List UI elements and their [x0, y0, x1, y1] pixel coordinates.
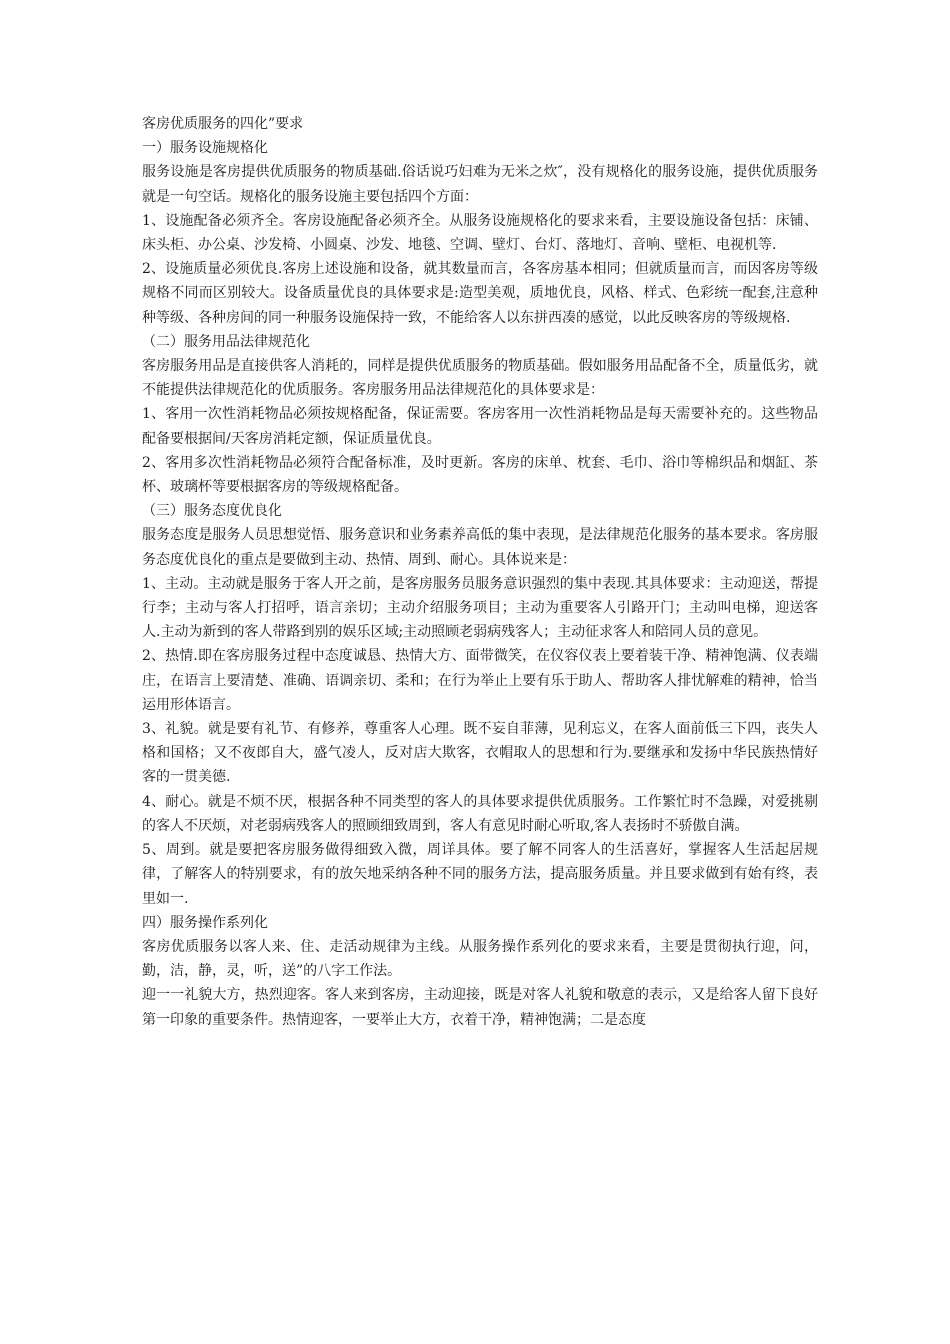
paragraph: 2、设施质量必须优良.客房上述设施和设备，就其数量而言，各客房基本相同；但就质量而言，而因客房等级规格不同而区别较大。设备质量优良的具体要求是:造型美观，质地优良，风格、样式、色彩统一配套,注意种种等级、各种房间的同一种服务设施保持一致，不能给客人以东拼西凑的感觉，以此反映客房的等级规格.: [142, 261, 818, 326]
section-heading: 四）服务操作系列化: [142, 914, 268, 931]
paragraph: 客房服务用品是直接供客人消耗的，同样是提供优质服务的物质基础。假如服务用品配备不全，质量低劣，就不能提供法律规范化的优质服务。客房服务用品法律规范化的具体要求是：: [142, 358, 818, 399]
paragraph: 1、主动。主动就是服务于客人开之前，是客房服务员服务意识强烈的集中表现.其具体要求：主动迎送，帮提行李；主动与客人打招呼，语言亲切；主动介绍服务项目；主动为重要客人引路开门；主动叫电梯，迎送客人.主动为新到的客人带路到别的娱乐区域;主动照顾老弱病残客人；主动征求客人和陪同人员的意见。: [142, 575, 818, 641]
section-heading: （三）服务态度优良化: [142, 503, 282, 520]
paragraph: 客房优质服务以客人来、住、走活动规律为主线。从服务操作系列化的要求来看，主要是贯彻执行迎，问，勤，洁，静，灵，听，送”的八字工作法。: [142, 938, 818, 980]
paragraph: 4、耐心。就是不烦不厌，根据各种不同类型的客人的具体要求提供优质服务。工作繁忙时不急躁，对爱挑剔的客人不厌烦，对老弱病残客人的照顾细致周到，客人有意见时耐心听取,客人表扬时不骄傲自满。: [142, 793, 818, 834]
document-title: 客房优质服务的四化”要求: [142, 116, 304, 132]
paragraph: 1、客用一次性消耗物品必须按规格配备，保证需要。客房客用一次性消耗物品是每天需要补充的。这些物品配备要根据间/天客房消耗定额，保证质量优良。: [142, 406, 818, 447]
paragraph: 服务设施是客房提供优质服务的物质基础.俗话说巧妇难为无米之炊″，没有规格化的服务设施，提供优质服务就是一句空话。规格化的服务设施主要包括四个方面：: [142, 164, 818, 205]
document-page: [142, 112, 818, 1032]
paragraph: 3、礼貌。就是要有礼节、有修养，尊重客人心理。既不妄自菲薄，见利忘义，在客人面前低三下四，丧失人格和国格；又不夜郎自大，盛气凌人，反对店大欺客，衣帽取人的思想和行为.要继承和发扬中华民族热情好客的一贯美德.: [142, 721, 818, 786]
paragraph: 2、客用多次性消耗物品必须符合配备标准，及时更新。客房的床单、枕套、毛巾、浴巾等棉织品和烟缸、茶杯、玻璃杯等要根据客房的等级规格配备。: [142, 454, 818, 496]
section-heading: （二）服务用品法律规范化: [142, 333, 310, 350]
paragraph: 5、周到。就是要把客房服务做得细致入微，周详具体。要了解不同客人的生活喜好，掌握客人生活起居规律，了解客人的特别要求，有的放矢地采纳各种不同的服务方法，提高服务质量。并且要求做到有始有终，表里如一.: [142, 842, 818, 907]
document-body: [142, 136, 818, 1032]
section-heading: 一）服务设施规格化: [142, 140, 268, 157]
paragraph: 1、设施配备必须齐全。客房设施配备必须齐全。从服务设施规格化的要求来看，主要设施设备包括：床铺、床头柜、办公桌、沙发椅、小圆桌、沙发、地毯、空调、壁灯、台灯、落地灯、音响、壁柜、电视机等.: [142, 212, 818, 254]
paragraph: 服务态度是服务人员思想觉悟、服务意识和业务素养高低的集中表现，是法律规范化服务的基本要求。客房服务态度优良化的重点是要做到主动、热情、周到、耐心。具体说来是：: [142, 527, 818, 568]
paragraph: 2、热情.即在客房服务过程中态度诚恳、热情大方、面带微笑，在仪容仪表上要着装干净、精神饱满、仪表端庄，在语言上要清楚、准确、语调亲切、柔和；在行为举止上要有乐于助人、帮助客人排忧解难的精神，恰当运用形体语言。: [142, 648, 818, 713]
paragraph: 迎一一礼貌大方，热烈迎客。客人来到客房，主动迎接，既是对客人礼貌和敬意的表示，又是给客人留下良好第一印象的重要条件。热情迎客，一要举止大方，衣着干净，精神饱满；二是态度: [142, 987, 818, 1028]
